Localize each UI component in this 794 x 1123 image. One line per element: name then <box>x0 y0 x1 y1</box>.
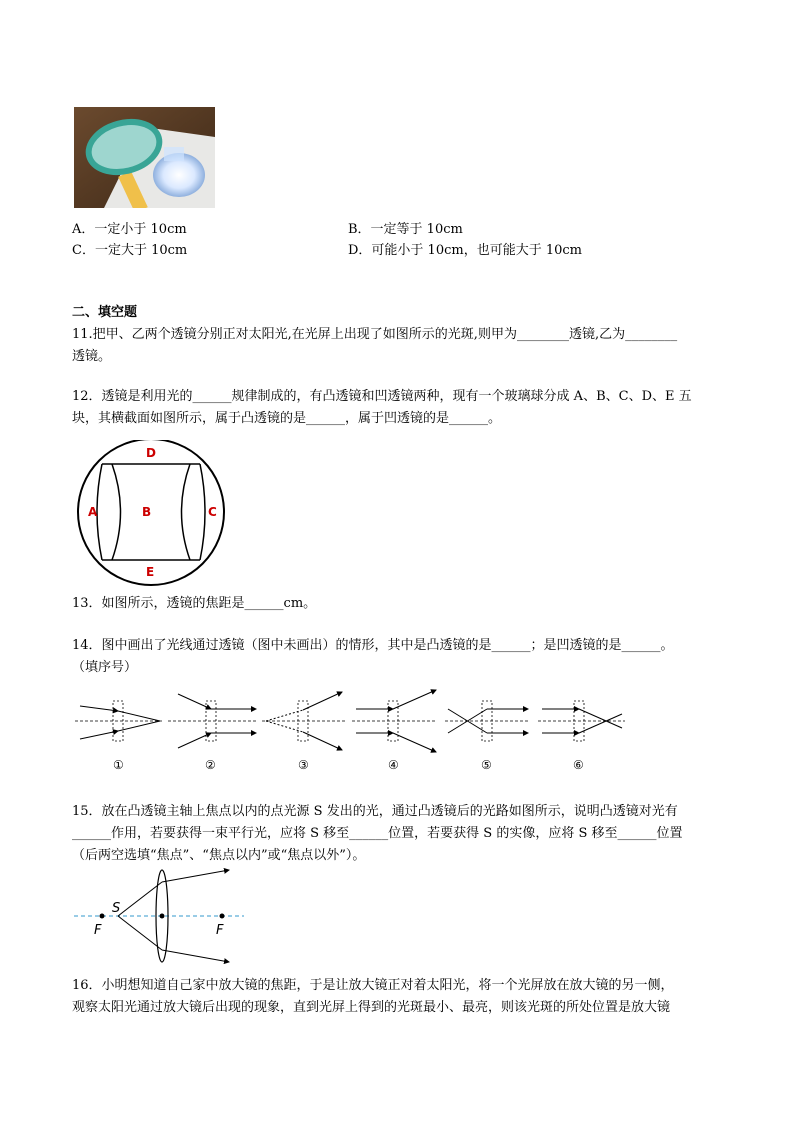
option-c: C．一定大于 10cm <box>72 243 188 258</box>
diagram-4 <box>352 690 436 752</box>
number-3: ③ <box>298 758 309 772</box>
number-5: ⑤ <box>481 758 492 772</box>
q16-line1: 16．小明想知道自己家中放大镜的焦距，于是让放大镜正对着太阳光，将一个光屏放在放大镜的另一侧， <box>72 978 674 993</box>
diagram-5 <box>445 701 530 741</box>
convex-lens-figure <box>74 868 254 968</box>
magnifier-photo <box>74 107 215 208</box>
number-2: ② <box>205 758 216 772</box>
label-a: A <box>88 505 98 519</box>
label-f-right: F <box>216 923 224 938</box>
q15-line1: 15．放在凸透镜主轴上焦点以内的点光源 S 发出的光，通过凸透镜后的光路如图所示，说明凸透镜对光有 <box>72 804 678 819</box>
label-d: D <box>146 446 156 460</box>
number-6: ⑥ <box>573 758 584 772</box>
diagram-2 <box>168 694 258 748</box>
q12-line1: 12．透镜是利用光的______规律制成的，有凸透镜和凹透镜两种，现有一个玻璃球分成 A、B、C、D、E 五 <box>72 389 692 404</box>
label-b: B <box>142 505 152 519</box>
option-b: B．一定等于 10cm <box>348 222 463 237</box>
diagram-3 <box>262 692 345 750</box>
q13-text: 13．如图所示，透镜的焦距是______cm。 <box>72 596 317 611</box>
q11-line1: 11.把甲、乙两个透镜分别正对太阳光,在光屏上出现了如图所示的光斑,则甲为________透镜,乙为________ <box>72 327 678 342</box>
label-f-left: F <box>94 923 102 938</box>
number-1: ① <box>113 758 124 772</box>
diagram-6 <box>538 701 625 741</box>
label-s: S <box>112 901 121 916</box>
number-4: ④ <box>388 758 399 772</box>
option-d: D．可能小于 10cm，也可能大于 10cm <box>348 243 582 258</box>
diagram-1 <box>75 701 162 741</box>
glass-ball-figure <box>74 440 228 586</box>
q15-line2: ______作用，若要获得一束平行光，应将 S 移至______位置，若要获得 S 的实像，应将 S 移至______位置 <box>72 826 683 841</box>
option-a: A．一定小于 10cm <box>72 222 187 237</box>
q12-line2: 块，其横截面如图所示，属于凸透镜的是______，属于凹透镜的是______。 <box>72 411 502 426</box>
section-title: 二、填空题 <box>72 305 138 320</box>
q16-line2: 观察太阳光通过放大镜后出现的现象，直到光屏上得到的光斑最小、最亮，则该光斑的所处位置是放大镜 <box>72 1000 671 1015</box>
q11-line2: 透镜。 <box>72 349 112 364</box>
q14-line1: 14．图中画出了光线通过透镜（图中未画出）的情形，其中是凸透镜的是______；是凹透镜的是______。 <box>72 638 674 653</box>
q14-line2: （填序号） <box>72 660 138 675</box>
light-ray-diagrams <box>70 684 630 774</box>
label-c: C <box>208 505 217 519</box>
q15-line3: （后两空选填“焦点”、“焦点以内”或“焦点以外”）。 <box>72 848 366 863</box>
label-e: E <box>146 565 155 579</box>
